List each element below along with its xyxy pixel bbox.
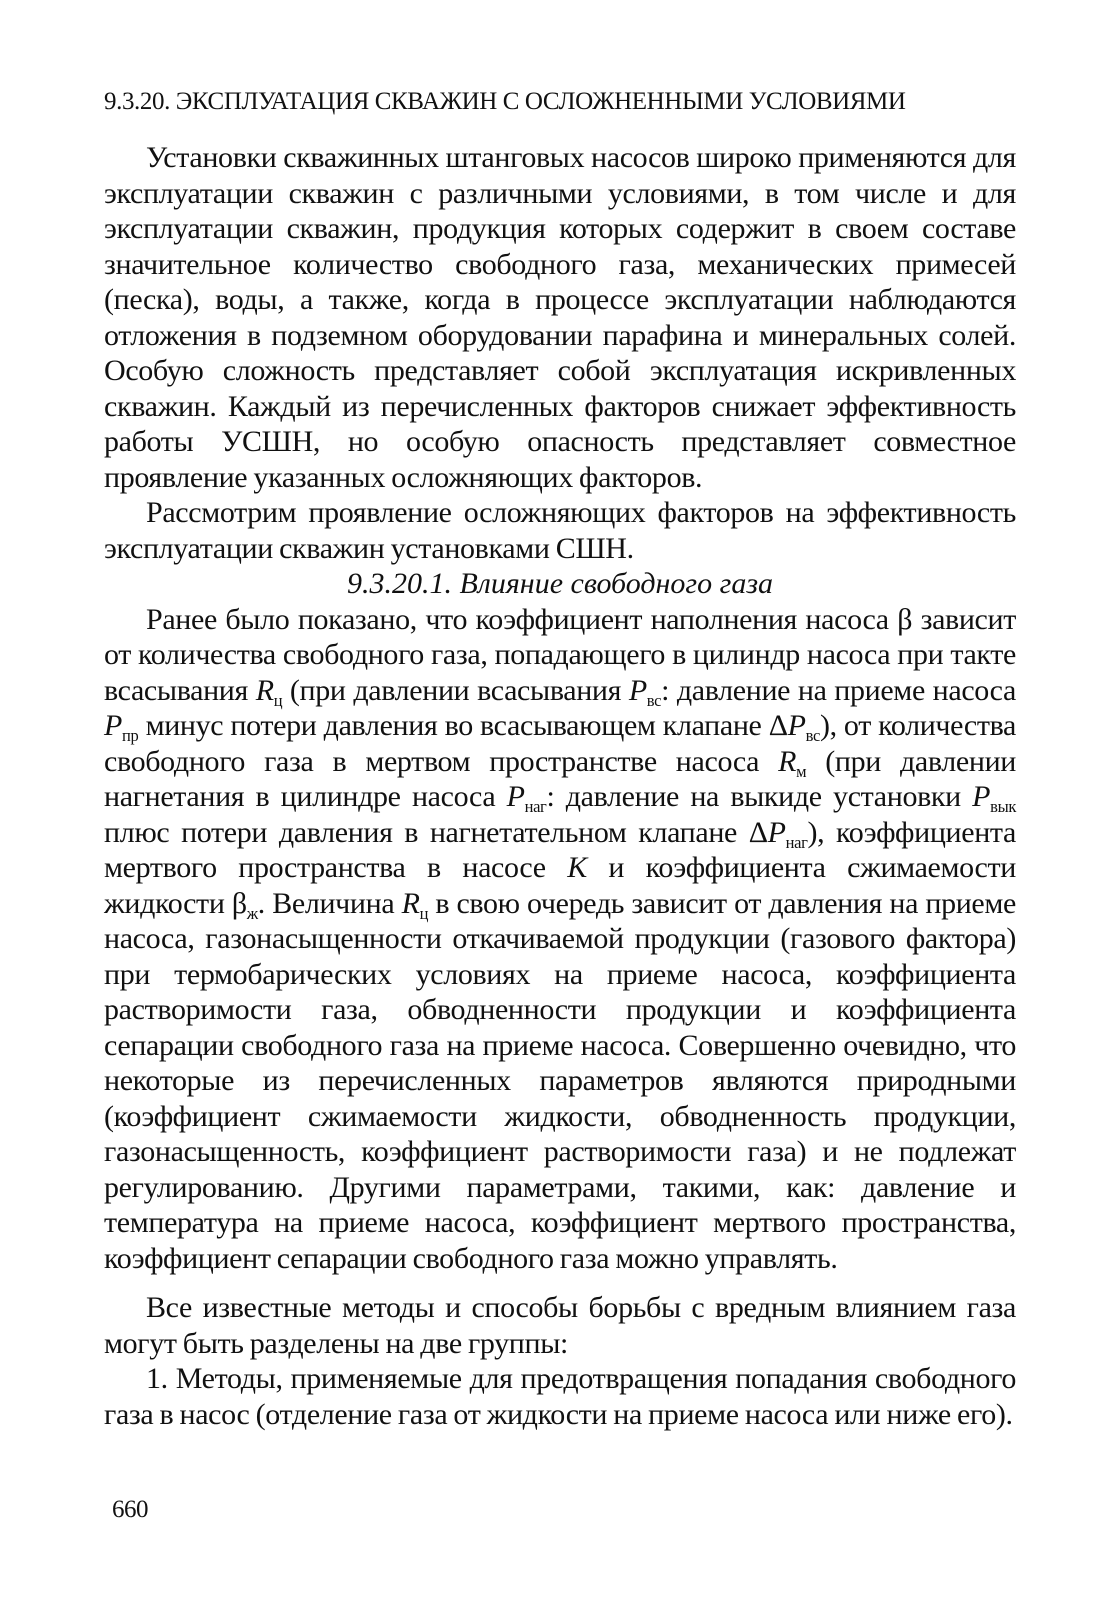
subscript: вс — [646, 690, 662, 710]
subscript: ц — [419, 903, 429, 923]
variable-r: R — [401, 886, 420, 920]
text-run: : давление на выкиде установки — [546, 780, 973, 813]
text-run: Ранее было показано, что коэффициент наполнения насоса β зависит от количества свободного газа, попадающего в цилиндр насоса при такте всасывания — [104, 602, 1016, 707]
variable-p: P — [972, 780, 991, 813]
text-run: и коэффициента сжимаемости жидкости β — [104, 851, 1016, 920]
subscript: м — [796, 761, 807, 781]
subscript: пр — [121, 725, 139, 745]
text-run: : давление на приеме насоса — [661, 673, 1016, 707]
subscript: наг — [785, 832, 808, 852]
variable-r: R — [255, 673, 274, 707]
subscript: вс — [805, 725, 820, 745]
variable-p: P — [767, 815, 786, 849]
paragraph-free-gas — [104, 602, 1016, 1277]
variable-p: P — [506, 780, 525, 813]
page-body — [104, 84, 1016, 1432]
variable-k: K — [567, 851, 587, 884]
text-run: (при давлении нагнетания в цилиндре насоса — [104, 744, 1016, 813]
page-number: 660 — [112, 1496, 148, 1523]
text-run: в свою очередь зависит от давления на приеме насоса, газонасыщенности откачиваемой продукции (газового фактора) при термобарических условиях на приеме насоса, коэффициента растворимости газа, обводненности продукции и коэффициента сепарации свободного газа на приеме насоса. Совершенно очевидно, что некоторые из перечисленных параметров являются природными (коэффициент сжимаемости жидкости, обводненность продукции, газонасыщенность, коэффициент растворимости газа) и не подлежат регулированию. Другими параметрами, такими, как: давление и температура на приеме насоса, коэффициент мертвого пространства, коэффициент сепарации свободного газа можно управлять. — [104, 886, 1016, 1275]
text-run: ), от количества свободного газа в мертвом пространстве насоса — [104, 709, 1016, 778]
text-run: (при давлении всасывания — [282, 673, 629, 707]
paragraph-consider: Рассмотрим проявление осложняющих факторов на эффективность эксплуатации скважин установками СШН. — [104, 496, 1016, 565]
variable-p: P — [104, 709, 122, 742]
subscript: наг — [524, 796, 547, 816]
paragraph-intro: Установки скважинных штанговых насосов широко применяются для эксплуатации скважин с различными условиями, в том числе и для эксплуатации скважин, продукция которых содержит в своем составе значительное количество свободного газа, механических примесей (песка), воды, а также, когда в процессе эксплуатации наблюдаются отложения в подземном оборудовании парафина и минеральных солей. Особую сложность представляет собой эксплуатация искривленных скважин. Каждый из перечисленных факторов снижает эффективность работы УСШН, но особую опасность представляет совместное проявление указанных осложняющих факторов. — [104, 141, 1016, 494]
text-run: ), коэффициента мертвого пространства в насосе — [104, 815, 1016, 884]
variable-p: P — [628, 673, 647, 707]
paragraph-gap — [104, 1276, 1016, 1290]
subscript: ц — [273, 690, 283, 710]
text-run: плюс потери давления в нагнетательном клапане Δ — [104, 815, 768, 849]
text-run: . Величина — [257, 886, 402, 920]
paragraph-method-1: 1. Методы, применяемые для предотвращения попадания свободного газа в насос (отделение газа от жидкости на приеме насоса или ниже его). — [104, 1362, 1016, 1431]
subscript: вык — [990, 796, 1016, 816]
variable-p: P — [787, 709, 806, 742]
variable-r: R — [778, 744, 797, 778]
subscript: ж — [246, 903, 258, 923]
section-heading: 9.3.20. ЭКСПЛУАТАЦИЯ СКВАЖИН С ОСЛОЖНЕННЫМИ УСЛОВИЯМИ — [104, 88, 906, 115]
paragraph-methods: Все известные методы и способы борьбы с вредным влиянием газа могут быть разделены на две группы: — [104, 1291, 1016, 1360]
text-run: минус потери давления во всасывающем клапане Δ — [138, 709, 788, 742]
subsection-heading: 9.3.20.1. Влияние свободного газа — [346, 567, 774, 600]
